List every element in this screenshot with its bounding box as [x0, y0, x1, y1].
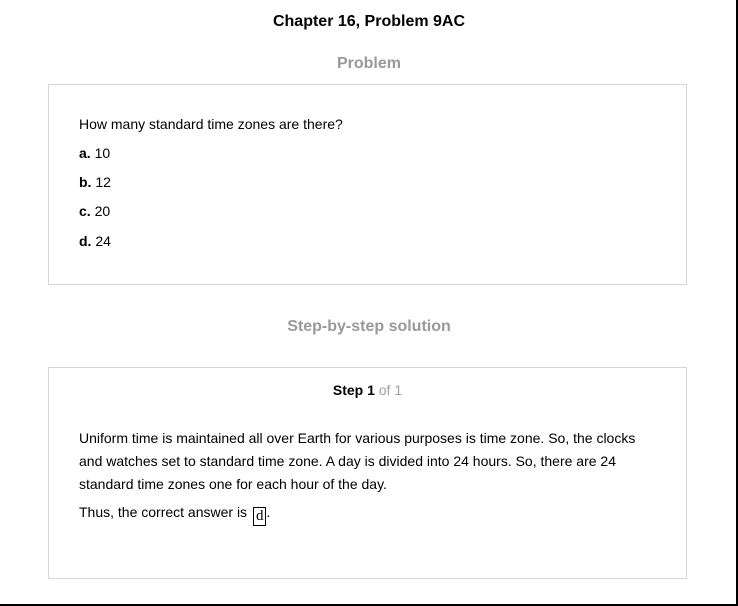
option-value: 12	[95, 174, 111, 190]
option-letter: c.	[79, 203, 91, 219]
option-b	[79, 173, 111, 191]
option-c	[79, 202, 110, 220]
problem-card	[48, 84, 687, 285]
option-d	[79, 232, 111, 250]
option-letter: b.	[79, 174, 92, 190]
solution-explanation: Uniform time is maintained all over Earth for various purposes is time zone. So, the clocks and watches set to standard time zone. A day is divided into 24 hours. So, there are 24 standard time zones one for each hour of the day.	[79, 430, 636, 492]
question-text: How many standard time zones are there?	[79, 116, 343, 132]
solution-heading: Step-by-step solution	[287, 318, 451, 335]
conclusion-period: .	[266, 504, 271, 520]
conclusion-text: Thus, the correct answer is	[79, 504, 248, 520]
problem-heading: Problem	[336, 55, 401, 72]
option-letter: a.	[79, 145, 91, 161]
page-title: Chapter 16, Problem 9AC	[272, 13, 466, 30]
solution-card	[48, 367, 687, 579]
step-counter	[49, 381, 686, 399]
answer-box: d	[253, 507, 267, 526]
step-number: Step 1	[332, 382, 375, 398]
option-value: 20	[94, 203, 111, 219]
option-value: 24	[95, 233, 111, 249]
option-a	[79, 144, 110, 162]
step-total: of 1	[378, 382, 403, 398]
option-value: 10	[94, 145, 111, 161]
option-letter: d.	[79, 233, 92, 249]
solution-conclusion	[79, 503, 270, 526]
